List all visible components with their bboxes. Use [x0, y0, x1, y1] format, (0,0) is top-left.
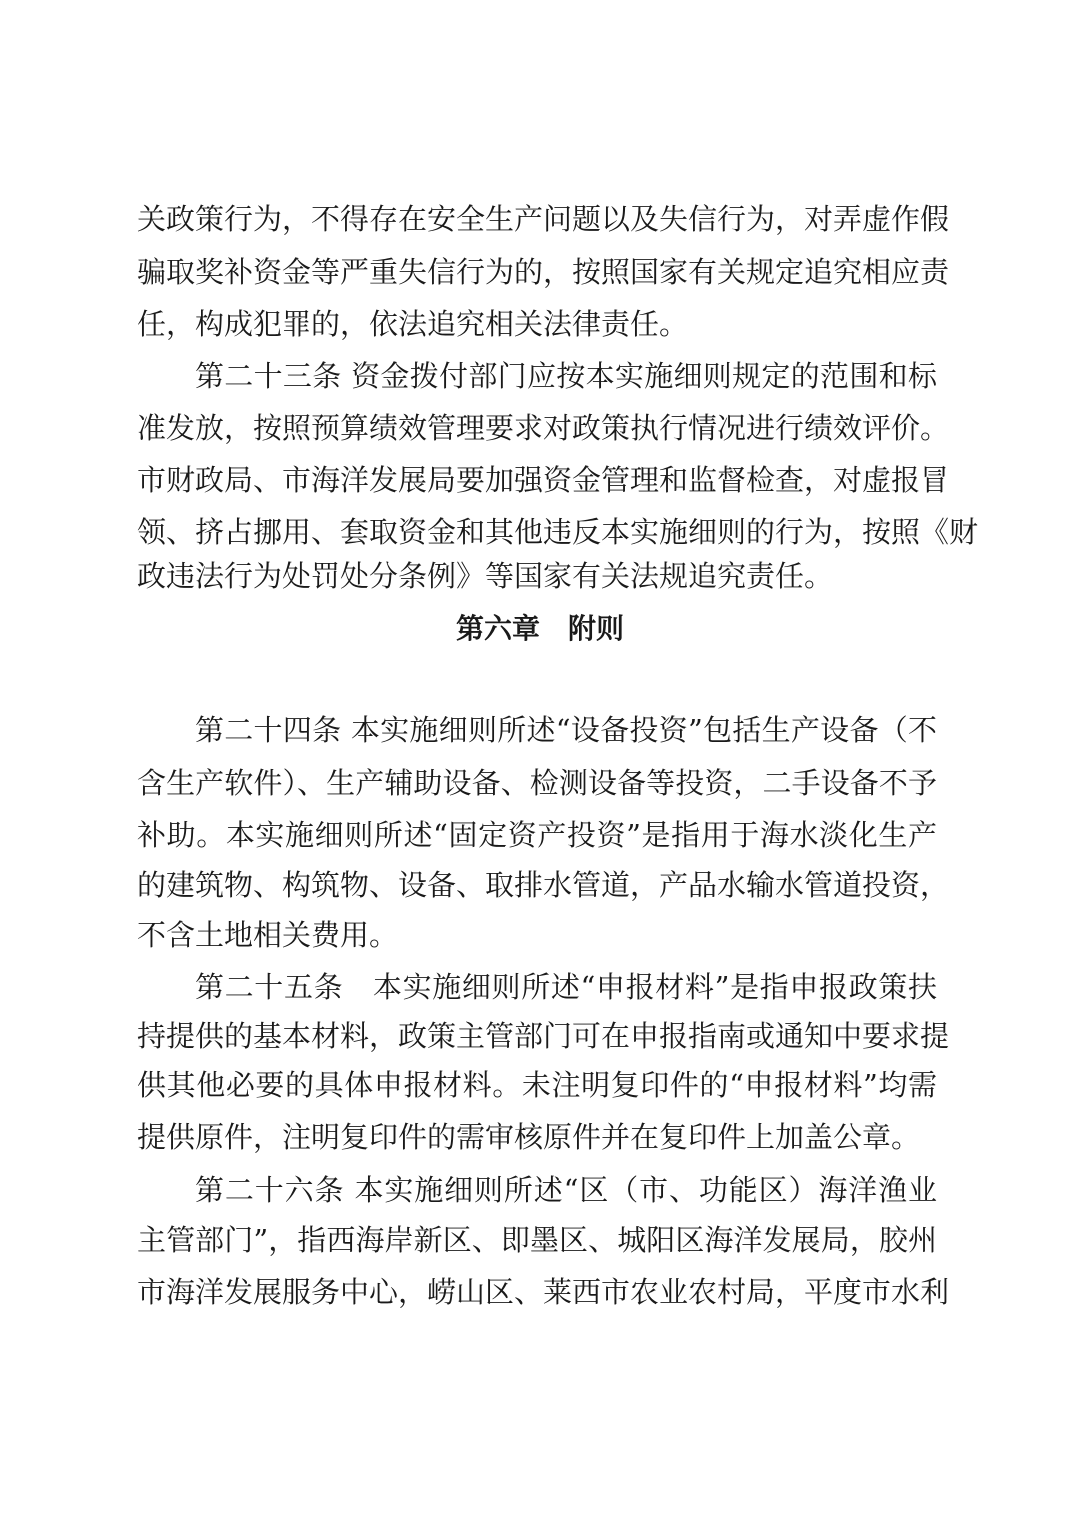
chapter-heading: 第六章 附则: [455, 612, 624, 645]
text-line: 关政策行为，不得存在安全生产问题以及失信行为，对弄虚作假: [137, 202, 950, 236]
article-24-first-line: 第二十四条 本实施细则所述“设备投资”包括生产设备（不: [195, 713, 937, 747]
text-line: 任，构成犯罪的，依法追究相关法律责任。: [137, 307, 689, 341]
text-line: 补助。本实施细则所述“固定资产投资”是指用于海水淡化生产: [137, 818, 937, 852]
text-line: 市海洋发展服务中心，崂山区、莱西市农业农村局，平度市水利: [137, 1275, 950, 1309]
text-line: 的建筑物、构筑物、设备、取排水管道，产品水输水管道投资，: [137, 868, 950, 902]
article-23-first-line: 第二十三条 资金拨付部门应按本实施细则规定的范围和标: [195, 359, 937, 393]
text-line: 领、挤占挪用、套取资金和其他违反本实施细则的行为，按照《财: [137, 515, 979, 549]
text-line: 骗取奖补资金等严重失信行为的，按照国家有关规定追究相应责: [137, 255, 950, 289]
text-line: 含生产软件）、生产辅助设备、检测设备等投资，二手设备不予: [137, 766, 937, 800]
text-line: 主管部门”，指西海岸新区、即墨区、城阳区海洋发展局，胶州: [137, 1223, 937, 1257]
text-line: 不含土地相关费用。: [137, 918, 399, 952]
text-line: 提供原件，注明复印件的需审核原件并在复印件上加盖公章。: [137, 1120, 921, 1154]
article-25-first-line: 第二十五条 本实施细则所述“申报材料”是指申报政策扶: [195, 970, 937, 1004]
text-line: 供其他必要的具体申报材料。未注明复印件的“申报材料”均需: [137, 1068, 937, 1102]
text-line: 准发放，按照预算绩效管理要求对政策执行情况进行绩效评价。: [137, 411, 950, 445]
article-26-first-line: 第二十六条 本实施细则所述“区（市、功能区）海洋渔业: [195, 1173, 937, 1207]
text-line: 持提供的基本材料，政策主管部门可在申报指南或通知中要求提: [137, 1019, 950, 1053]
text-line: 政违法行为处罚处分条例》等国家有关法规追究责任。: [137, 559, 834, 593]
text-line: 市财政局、市海洋发展局要加强资金管理和监督检查，对虚报冒: [137, 463, 950, 497]
